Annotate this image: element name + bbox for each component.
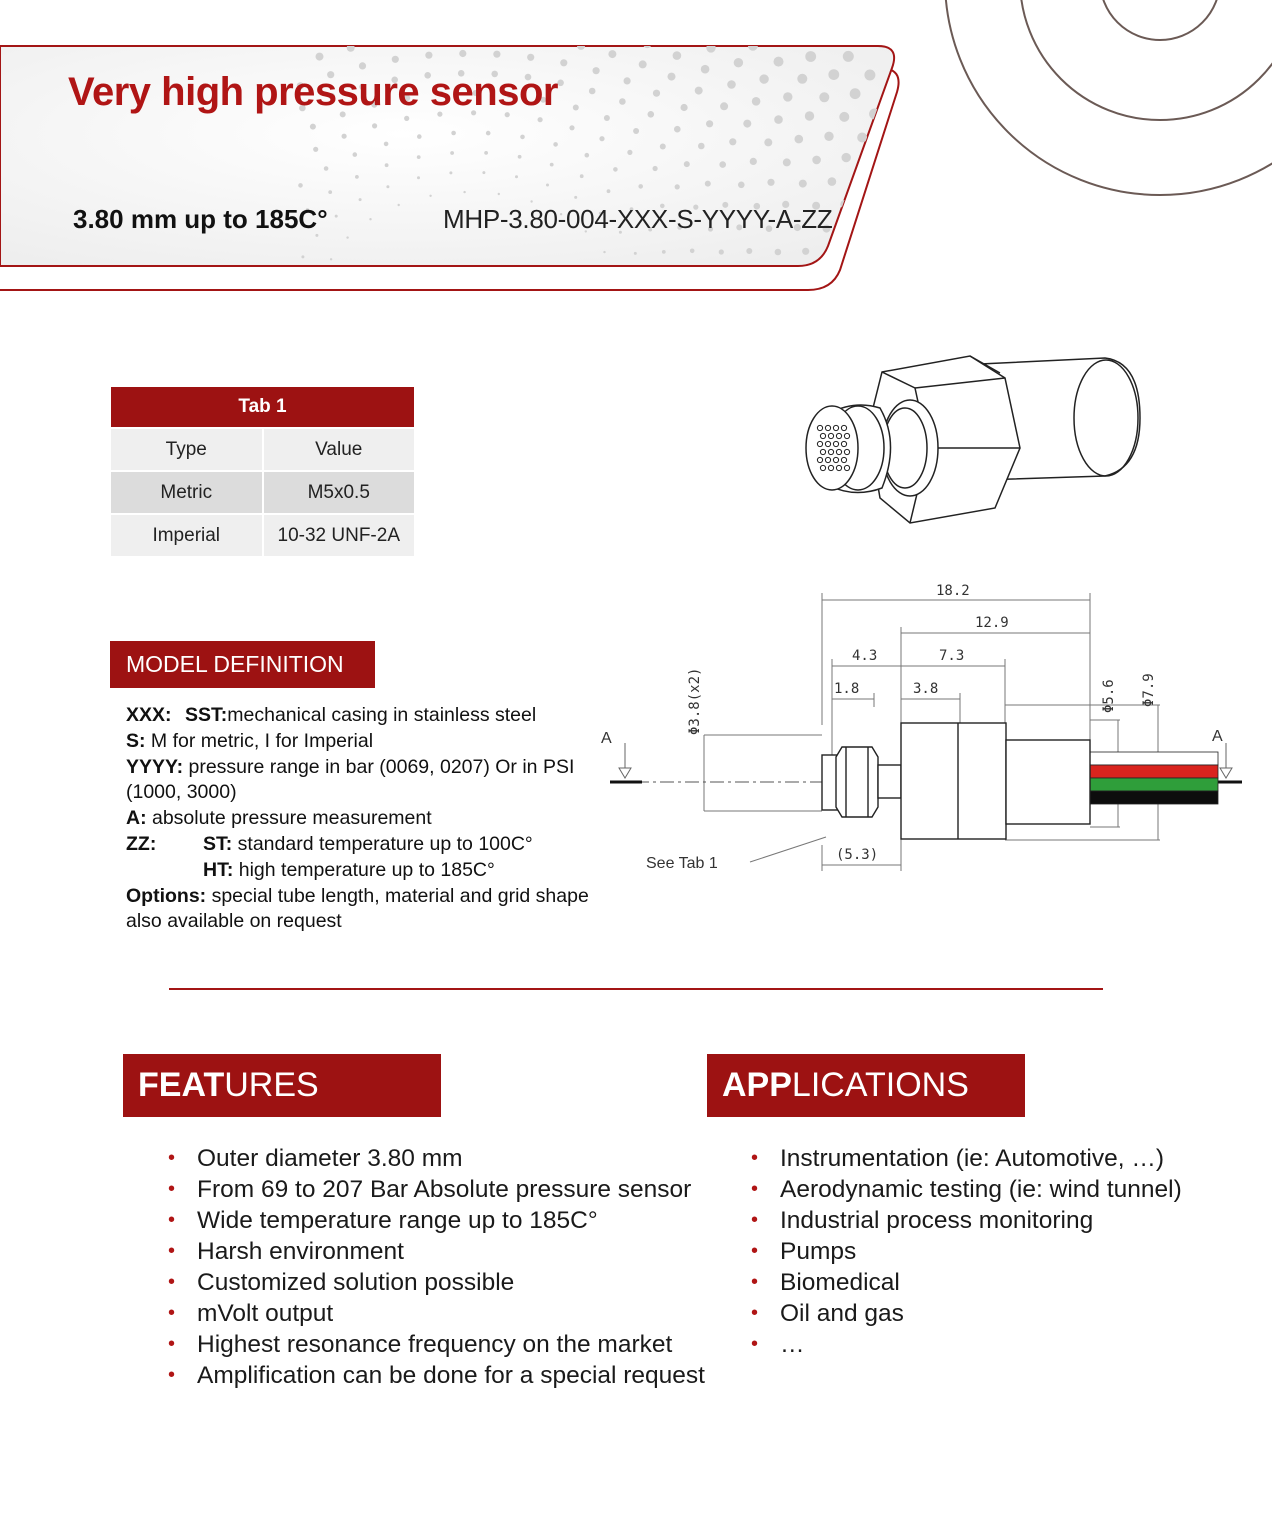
halftone-dot bbox=[585, 153, 590, 158]
halftone-dot bbox=[720, 102, 728, 110]
halftone-dot bbox=[560, 59, 567, 66]
halftone-dot bbox=[298, 183, 303, 188]
features-list bbox=[168, 1143, 705, 1391]
halftone-dot bbox=[385, 163, 389, 167]
halftone-dot bbox=[330, 258, 332, 260]
halftone-dot bbox=[632, 0, 642, 2]
halftone-dot bbox=[839, 112, 849, 122]
code-key: ZZ: bbox=[126, 832, 157, 855]
halftone-dot bbox=[795, 17, 806, 28]
halftone-dot bbox=[850, 88, 861, 99]
halftone-dot bbox=[624, 77, 631, 84]
table-cell: Imperial bbox=[111, 514, 263, 556]
halftone-dot bbox=[677, 30, 686, 39]
list-item: • From 69 to 207 Bar Absolute pressure sensor bbox=[168, 1174, 705, 1205]
halftone-dot bbox=[359, 198, 362, 201]
halftone-dot bbox=[580, 174, 584, 178]
halftone-dot bbox=[313, 147, 318, 152]
halftone-dot bbox=[369, 218, 371, 220]
section-divider bbox=[169, 988, 1103, 990]
halftone-dot bbox=[346, 2, 355, 11]
halftone-dot bbox=[663, 2, 673, 12]
halftone-dot bbox=[384, 142, 389, 147]
halftone-dot bbox=[734, 58, 743, 67]
halftone-dot bbox=[583, 1, 592, 10]
halftone-dot bbox=[459, 50, 466, 57]
halftone-dot bbox=[863, 296, 872, 300]
list-item: • … bbox=[751, 1329, 1182, 1360]
halftone-dot bbox=[769, 2, 780, 13]
code-desc: standard temperature up to 100C° bbox=[232, 832, 533, 855]
halftone-dot bbox=[627, 150, 632, 155]
sensor-illustration bbox=[800, 348, 1150, 533]
halftone-dot bbox=[545, 36, 553, 44]
halftone-dot bbox=[446, 10, 455, 19]
applications-heading bbox=[707, 1054, 1025, 1117]
halftone-dot bbox=[820, 33, 831, 44]
halftone-dot bbox=[569, 125, 574, 130]
code-desc: also available on request bbox=[126, 910, 342, 933]
halftone-dot bbox=[638, 184, 643, 189]
halftone-dot bbox=[856, 175, 865, 184]
wire bbox=[1090, 765, 1218, 778]
section-label-right: A bbox=[1212, 728, 1223, 745]
code-key: ST: bbox=[203, 832, 233, 855]
halftone-dot bbox=[498, 193, 500, 195]
halftone-dot bbox=[648, 111, 655, 118]
dim-body: 12.9 bbox=[975, 615, 1009, 631]
halftone-dot bbox=[342, 134, 347, 139]
halftone-dot bbox=[692, 13, 702, 23]
column-header: Value bbox=[263, 428, 415, 471]
halftone-dot bbox=[301, 255, 304, 258]
halftone-dot bbox=[518, 155, 522, 159]
dim-overall: 18.2 bbox=[936, 583, 970, 599]
halftone-dot bbox=[805, 51, 816, 62]
table-cell: 10-32 UNF-2A bbox=[263, 514, 415, 556]
wire-bundle bbox=[1090, 752, 1218, 804]
halftone-dot bbox=[445, 30, 453, 38]
code-desc: high temperature up to 185C° bbox=[233, 858, 495, 881]
features-heading bbox=[123, 1054, 441, 1117]
list-item: • Pumps bbox=[751, 1236, 1182, 1267]
list-item: • Outer diameter 3.80 mm bbox=[168, 1143, 705, 1174]
halftone-dot bbox=[646, 299, 649, 301]
halftone-dot bbox=[726, 5, 737, 16]
halftone-dot bbox=[828, 177, 837, 186]
halftone-dot bbox=[335, 215, 338, 218]
dim-dia-7-9: Φ7.9 bbox=[1141, 673, 1157, 707]
halftone-dot bbox=[775, 249, 782, 256]
halftone-dot bbox=[643, 40, 652, 49]
wire bbox=[1090, 778, 1218, 791]
subtitle: 3.80 mm up to 185C° bbox=[73, 204, 328, 234]
halftone-dot bbox=[451, 131, 456, 136]
halftone-dot bbox=[802, 248, 809, 255]
page-title: Very high pressure sensor bbox=[68, 70, 558, 114]
halftone-dot bbox=[783, 92, 792, 101]
halftone-dot bbox=[302, 0, 312, 1]
halftone-dot bbox=[753, 272, 759, 278]
dim-dia-5-6: Φ5.6 bbox=[1101, 679, 1117, 713]
halftone-dot bbox=[372, 123, 377, 128]
halftone-dot bbox=[493, 51, 500, 58]
halftone-dot bbox=[830, 248, 838, 256]
header-banner bbox=[0, 0, 1272, 300]
halftone-dot bbox=[695, 87, 703, 95]
halftone-dot bbox=[836, 296, 844, 300]
technical-drawing bbox=[590, 575, 1260, 885]
dim-1-8: 1.8 bbox=[834, 681, 860, 697]
halftone-dot bbox=[316, 53, 324, 61]
halftone-dot bbox=[580, 22, 589, 31]
halftone-dot bbox=[520, 135, 525, 140]
halftone-dot bbox=[759, 74, 768, 83]
halftone-dot bbox=[328, 190, 332, 194]
halftone-dot bbox=[604, 115, 610, 121]
halftone-dot bbox=[738, 182, 745, 189]
table-cell: Metric bbox=[111, 471, 263, 514]
halftone-dot bbox=[698, 273, 703, 278]
halftone-dot bbox=[868, 198, 877, 207]
halftone-dot bbox=[514, 12, 523, 21]
halftone-dot bbox=[593, 67, 600, 74]
halftone-dot bbox=[719, 249, 724, 254]
halftone-dot bbox=[701, 65, 710, 74]
halftone-dot bbox=[862, 271, 871, 280]
halftone-dot bbox=[799, 180, 807, 188]
list-item: • Amplification can be done for a special request bbox=[168, 1360, 705, 1391]
column-header: Type bbox=[111, 428, 263, 471]
halftone-dot bbox=[675, 184, 680, 189]
halftone-dot bbox=[755, 297, 761, 300]
halftone-dot bbox=[843, 51, 854, 62]
halftone-dot bbox=[314, 31, 323, 40]
halftone-dot bbox=[857, 133, 867, 143]
halftone-dot bbox=[324, 166, 329, 171]
halftone-dot bbox=[429, 195, 431, 197]
halftone-dot bbox=[647, 19, 656, 28]
halftone-dot bbox=[573, 105, 579, 111]
wire bbox=[1090, 791, 1218, 804]
halftone-dot bbox=[819, 92, 829, 102]
halftone-dot bbox=[864, 70, 875, 81]
halftone-dot bbox=[346, 236, 348, 238]
halftone-dot bbox=[706, 43, 715, 52]
halftone-dot bbox=[807, 272, 814, 279]
halftone-dot bbox=[557, 80, 564, 87]
table-row bbox=[111, 514, 414, 556]
tab1-title: Tab 1 bbox=[111, 387, 414, 428]
halftone-dot bbox=[797, 74, 807, 84]
halftone-dot bbox=[379, 16, 388, 25]
halftone-dot bbox=[673, 298, 677, 300]
heading-rest-part: URES bbox=[224, 1066, 319, 1104]
halftone-dot bbox=[463, 191, 465, 193]
halftone-dot bbox=[359, 62, 366, 69]
list-item: • Harsh environment bbox=[168, 1236, 705, 1267]
tab1-table bbox=[111, 387, 414, 556]
halftone-dot bbox=[346, 23, 355, 32]
section-label-left: A bbox=[601, 730, 612, 747]
halftone-dot bbox=[639, 60, 647, 68]
halftone-dot bbox=[706, 120, 713, 127]
halftone-dot bbox=[812, 156, 821, 165]
halftone-dot bbox=[538, 117, 543, 122]
halftone-dot bbox=[615, 274, 617, 276]
dim-4-3: 4.3 bbox=[852, 648, 878, 664]
halftone-dot bbox=[842, 153, 851, 162]
halftone-dot bbox=[413, 0, 422, 1]
halftone-dot bbox=[612, 30, 621, 39]
halftone-dot bbox=[653, 90, 660, 97]
halftone-dot bbox=[486, 131, 491, 136]
halftone-dot bbox=[589, 88, 596, 95]
table-header-row bbox=[111, 428, 414, 471]
code-desc: M for metric, I for Imperial bbox=[145, 729, 374, 752]
halftone-dot bbox=[314, 10, 323, 19]
code-key: Options: bbox=[126, 884, 207, 907]
see-tab-label: See Tab 1 bbox=[646, 855, 718, 872]
halftone-dot bbox=[310, 124, 316, 130]
halftone-dot bbox=[719, 161, 726, 168]
halftone-dot bbox=[795, 135, 804, 144]
halftone-dot bbox=[684, 161, 690, 167]
halftone-dot bbox=[530, 200, 532, 202]
halftone-dot bbox=[674, 126, 681, 133]
halftone-dot bbox=[379, 37, 387, 45]
heading-bold-part: FEAT bbox=[138, 1066, 225, 1104]
code-key: SST: bbox=[185, 704, 228, 726]
halftone-dot bbox=[484, 151, 488, 155]
halftone-dot bbox=[662, 250, 666, 254]
halftone-dot bbox=[828, 69, 839, 80]
halftone-dot bbox=[824, 132, 833, 141]
dim-3-8: 3.8 bbox=[913, 681, 939, 697]
halftone-dot bbox=[482, 171, 485, 174]
halftone-dot bbox=[450, 151, 454, 155]
list-item: • Industrial process monitoring bbox=[751, 1205, 1182, 1236]
halftone-dot bbox=[653, 166, 658, 171]
list-item: • mVolt output bbox=[168, 1298, 705, 1329]
applications-list bbox=[751, 1143, 1182, 1360]
code-desc: pressure range in bar (0069, 0207) Or in PSI bbox=[183, 755, 575, 778]
heading-bold-part: APP bbox=[722, 1066, 792, 1104]
halftone-dot bbox=[355, 175, 359, 179]
halftone-dot bbox=[805, 111, 814, 120]
halftone-dot bbox=[783, 158, 791, 166]
halftone-dot bbox=[417, 134, 422, 139]
halftone-dot bbox=[743, 120, 751, 128]
halftone-dot bbox=[643, 275, 646, 278]
halftone-dot bbox=[321, 282, 323, 284]
halftone-dot bbox=[449, 171, 452, 174]
halftone-dot bbox=[353, 152, 358, 157]
model-definition-text bbox=[126, 703, 626, 935]
code-desc: (1000, 3000) bbox=[126, 781, 237, 804]
halftone-dot bbox=[725, 273, 730, 278]
list-item: • Wide temperature range up to 185C° bbox=[168, 1205, 705, 1236]
halftone-dot bbox=[619, 98, 626, 105]
halftone-dot bbox=[634, 252, 637, 255]
code-desc: mechanical casing in stainless steel bbox=[227, 704, 537, 726]
halftone-dot bbox=[607, 189, 611, 193]
dim-dia-tube: Φ3.8(x2) bbox=[687, 667, 703, 735]
halftone-dot bbox=[782, 297, 789, 300]
halftone-dot bbox=[550, 163, 554, 167]
halftone-dot bbox=[633, 128, 639, 134]
list-item: • Highest resonance frequency on the market bbox=[168, 1329, 705, 1360]
code-key: S: bbox=[126, 729, 146, 752]
halftone-dot bbox=[670, 274, 674, 278]
halftone-dot bbox=[698, 143, 705, 150]
halftone-dot bbox=[780, 273, 787, 280]
table-cell: M5x0.5 bbox=[263, 471, 415, 514]
dim-7-3: 7.3 bbox=[939, 648, 965, 664]
halftone-dot bbox=[767, 179, 774, 186]
halftone-dot bbox=[547, 16, 556, 25]
halftone-dot bbox=[546, 184, 549, 187]
code-key: HT: bbox=[203, 858, 234, 881]
code-desc: absolute pressure measurement bbox=[146, 807, 432, 830]
halftone-dot bbox=[392, 56, 399, 63]
list-item: • Biomedical bbox=[751, 1267, 1182, 1298]
halftone-dot bbox=[574, 196, 577, 199]
halftone-dot bbox=[668, 73, 676, 81]
halftone-dot bbox=[480, 10, 489, 19]
halftone-dot bbox=[721, 26, 731, 36]
halftone-dot bbox=[603, 251, 605, 253]
halftone-dot bbox=[516, 0, 525, 1]
list-item: • Customized solution possible bbox=[168, 1267, 705, 1298]
code-key: XXX: bbox=[126, 704, 172, 726]
wire bbox=[1090, 752, 1218, 765]
halftone-dot bbox=[425, 52, 432, 59]
code-key: YYYY: bbox=[126, 755, 184, 778]
halftone-dot bbox=[550, 0, 559, 5]
model-definition-heading: MODEL DEFINITION bbox=[110, 641, 375, 688]
list-item: • Oil and gas bbox=[751, 1298, 1182, 1329]
halftone-dot bbox=[764, 138, 772, 146]
code-desc: special tube length, material and grid shape bbox=[206, 884, 589, 907]
table-row bbox=[111, 471, 414, 514]
halftone-dot bbox=[515, 175, 518, 178]
halftone-dot bbox=[379, 0, 388, 5]
list-item: • Aerodynamic testing (ie: wind tunnel) bbox=[751, 1174, 1182, 1205]
halftone-dot bbox=[478, 30, 486, 38]
halftone-dot bbox=[619, 299, 621, 300]
halftone-dot bbox=[660, 144, 666, 150]
code-key: A: bbox=[126, 807, 147, 830]
halftone-dot bbox=[750, 158, 757, 165]
halftone-dot bbox=[615, 9, 624, 18]
halftone-dot bbox=[752, 97, 761, 106]
halftone-dot bbox=[599, 136, 604, 141]
halftone-dot bbox=[512, 32, 520, 40]
heading-rest-part: LICATIONS bbox=[791, 1066, 969, 1104]
halftone-dot bbox=[809, 296, 816, 300]
halftone-dot bbox=[398, 204, 400, 206]
halftone-dot bbox=[697, 0, 708, 3]
halftone-dot bbox=[700, 298, 705, 300]
halftone-dot bbox=[527, 54, 534, 61]
halftone-dot bbox=[608, 50, 616, 58]
halftone-dot bbox=[690, 249, 695, 254]
halftone-dot bbox=[417, 176, 420, 179]
halftone-dot bbox=[774, 57, 784, 67]
halftone-dot bbox=[774, 115, 783, 124]
halftone-dot bbox=[553, 142, 558, 147]
halftone-dot bbox=[780, 34, 791, 45]
decorative-rings bbox=[945, 0, 1272, 195]
halftone-dot bbox=[681, 104, 688, 111]
halftone-dot bbox=[412, 12, 421, 21]
halftone-dot bbox=[412, 33, 420, 41]
halftone-dot bbox=[404, 116, 409, 121]
list-item: • Instrumentation (ie: Automotive, …) bbox=[751, 1143, 1182, 1174]
halftone-dot bbox=[386, 185, 389, 188]
halftone-dot bbox=[613, 167, 618, 172]
dim-5-3: (5.3) bbox=[836, 847, 879, 863]
halftone-dot bbox=[754, 19, 765, 30]
part-number: MHP-3.80-004-XXX-S-YYYY-A-ZZ bbox=[443, 204, 833, 234]
halftone-dot bbox=[746, 248, 752, 254]
halftone-dot bbox=[727, 297, 732, 300]
halftone-dot bbox=[729, 138, 736, 145]
halftone-dot bbox=[727, 80, 736, 89]
halftone-dot bbox=[705, 181, 711, 187]
halftone-dot bbox=[417, 155, 421, 159]
halftone-dot bbox=[673, 51, 682, 60]
halftone-dot bbox=[857, 247, 866, 256]
